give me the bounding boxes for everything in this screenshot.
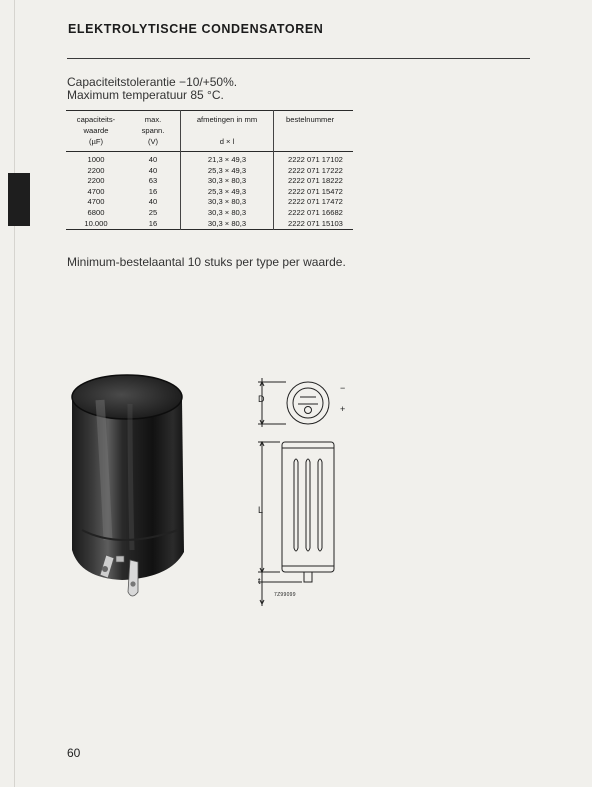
tolerance-text: Capaciteitstolerantie −10/+50%. [67, 75, 238, 89]
table-row [66, 219, 353, 230]
cell-order-number: 2222 071 16682 [288, 207, 343, 217]
header-capacitance: capaciteits- waarde (µF) [76, 115, 116, 146]
cell-order-number: 2222 071 18222 [288, 176, 343, 186]
cell-dimensions: 25,3 × 49,3 [181, 187, 274, 198]
cell-dimensions: 21,3 × 49,3 [181, 152, 274, 166]
cell-voltage: 40 [126, 166, 181, 177]
table-header-row [66, 111, 353, 152]
table-row [66, 197, 353, 208]
cell-voltage: 63 [126, 176, 181, 187]
label-minus: − [340, 383, 346, 393]
cell-voltage: 40 [126, 197, 181, 208]
cell-voltage: 25 [126, 208, 181, 219]
dimension-drawing [250, 370, 370, 610]
cell-dimensions: 30,3 × 80,3 [181, 219, 274, 230]
cell-order-number: 2222 071 17472 [288, 197, 343, 207]
cell-voltage: 40 [126, 152, 181, 166]
cell-capacitance: 2200 [87, 176, 105, 186]
label-d: D [258, 394, 265, 404]
cell-dimensions: 30,3 × 80,3 [181, 197, 274, 208]
header-dimensions: afmetingen in mm d × l [181, 111, 274, 152]
section-tab-marker [8, 173, 30, 226]
label-t: t [258, 576, 261, 586]
page-heading: ELEKTROLYTISCHE CONDENSATOREN [68, 22, 324, 36]
max-temp-text: Maximum temperatuur 85 °C. [67, 88, 224, 102]
table-row [66, 176, 353, 187]
drawing-code: 7Z99099 [274, 592, 296, 598]
label-plus: + [340, 404, 346, 414]
cell-dimensions: 30,3 × 80,3 [181, 208, 274, 219]
table-row [66, 152, 353, 166]
page-edge [14, 0, 15, 787]
cell-order-number: 2222 071 15103 [288, 218, 343, 228]
capacitor-photo [60, 370, 200, 610]
page-number: 60 [67, 746, 81, 760]
cell-capacitance: 4700 [87, 186, 105, 196]
cell-dimensions: 25,3 × 49,3 [181, 166, 274, 177]
cell-order-number: 2222 071 15472 [288, 186, 343, 196]
table-row [66, 208, 353, 219]
table-row [66, 187, 353, 198]
cell-capacitance: 4700 [87, 197, 105, 207]
cell-capacitance: 6800 [87, 207, 105, 217]
cell-capacitance: 1000 [87, 155, 105, 164]
heading-rule [67, 58, 530, 59]
cell-order-number: 2222 071 17222 [288, 165, 343, 175]
cell-voltage: 16 [126, 187, 181, 198]
capacitor-table [66, 110, 353, 230]
cell-capacitance: 10.000 [84, 218, 108, 228]
header-order-number: bestelnummer [286, 115, 335, 124]
header-voltage: max. spann. (V) [126, 111, 181, 152]
table-row [66, 166, 353, 177]
cell-order-number: 2222 071 17102 [288, 155, 343, 164]
cell-dimensions: 30,3 × 80,3 [181, 176, 274, 187]
cell-voltage: 16 [126, 219, 181, 230]
cell-capacitance: 2200 [87, 165, 105, 175]
label-l: L [258, 505, 264, 515]
spec-block [67, 76, 237, 102]
minimum-order-note: Minimum-bestelaantal 10 stuks per type per waarde. [67, 255, 346, 269]
